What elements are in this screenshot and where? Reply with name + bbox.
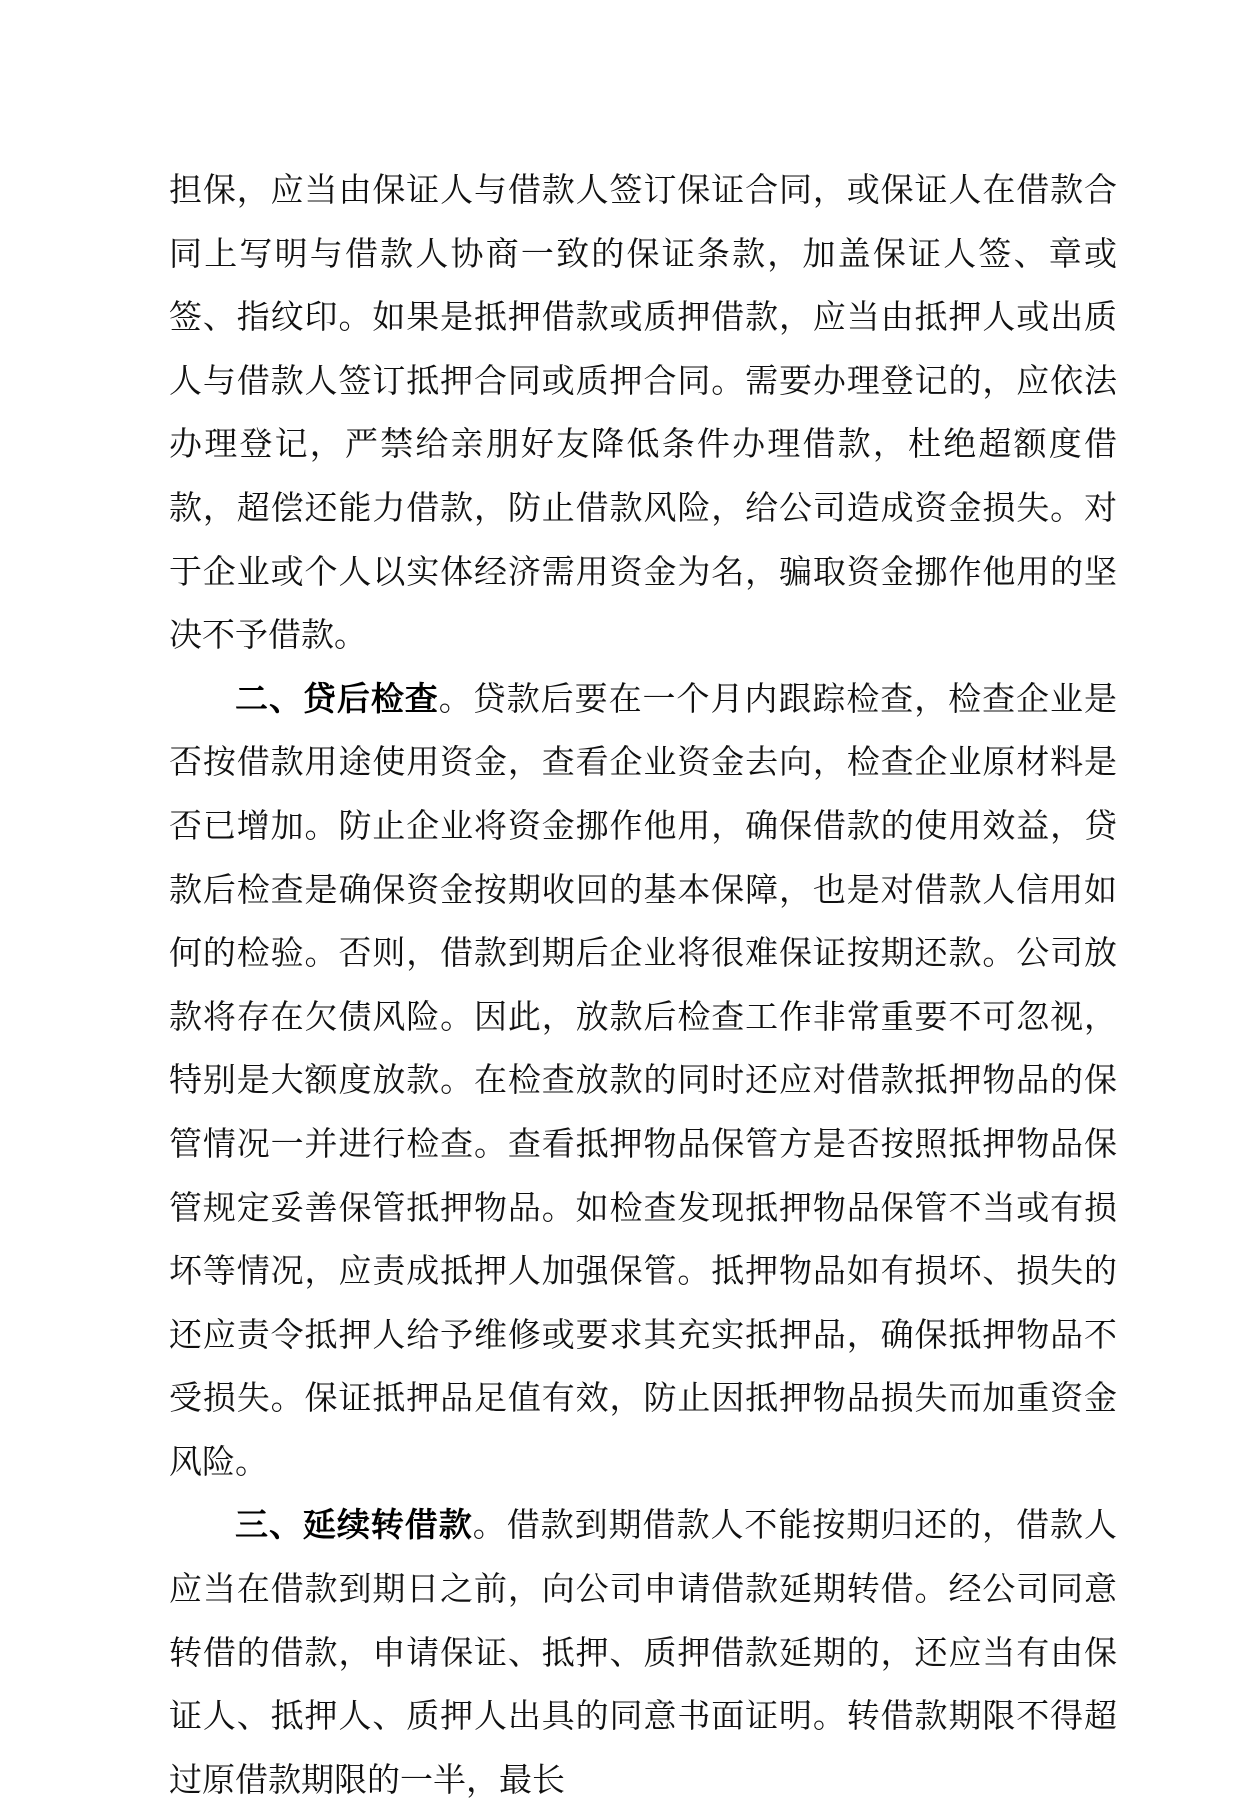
- section-heading: 三、延续转借款: [235, 1505, 473, 1545]
- section-heading: 二、贷后检查: [235, 678, 439, 718]
- document-page: [169, 158, 1117, 1811]
- paragraph-guarantee-continued: [169, 158, 1117, 667]
- paragraph-text: 。借款到期借款人不能按期归还的，借款人应当在借款到期日之前，向公司申请借款延期转借。经公司同意转借的借款，申请保证、抵押、质押借款延期的，还应当有由保证人、抵押人、质押人出具的同意书面证明。转借款期限不得超过原借款期限的一半，最长: [169, 1505, 1118, 1799]
- paragraph-text: 。贷款后要在一个月内跟踪检查，检查企业是否按借款用途使用资金，查看企业资金去向，检查企业原材料是否已增加。防止企业将资金挪作他用，确保借款的使用效益，贷款后检查是确保资金按期收回的基本保障，也是对借款人信用如何的检验。否则，借款到期后企业将很难保证按期还款。公司放款将存在欠债风险。因此，放款后检查工作非常重要不可忽视，特别是大额度放款。在检查放款的同时还应对借款抵押物品的保管情况一并进行检查。查看抵押物品保管方是否按照抵押物品保管规定妥善保管抵押物品。如检查发现抵押物品保管不当或有损坏等情况，应责成抵押人加强保管。抵押物品如有损坏、损失的还应责令抵押人给予维修或要求其充实抵押品，确保抵押物品不受损失。保证抵押品足值有效，防止因抵押物品损失而加重资金风险。: [169, 678, 1118, 1481]
- paragraph-post-loan-inspection: [169, 667, 1117, 1494]
- paragraph-text: 担保，应当由保证人与借款人签订保证合同，或保证人在借款合同上写明与借款人协商一致的保证条款，加盖保证人签、章或签、指纹印。如果是抵押借款或质押借款，应当由抵押人或出质人与借款人签订抵押合同或质押合同。需要办理登记的，应依法办理登记，严禁给亲朋好友降低条件办理借款，杜绝超额度借款，超偿还能力借款，防止借款风险，给公司造成资金损失。对于企业或个人以实体经济需用资金为名，骗取资金挪作他用的坚决不予借款。: [169, 170, 1117, 655]
- paragraph-loan-extension: [169, 1493, 1117, 1811]
